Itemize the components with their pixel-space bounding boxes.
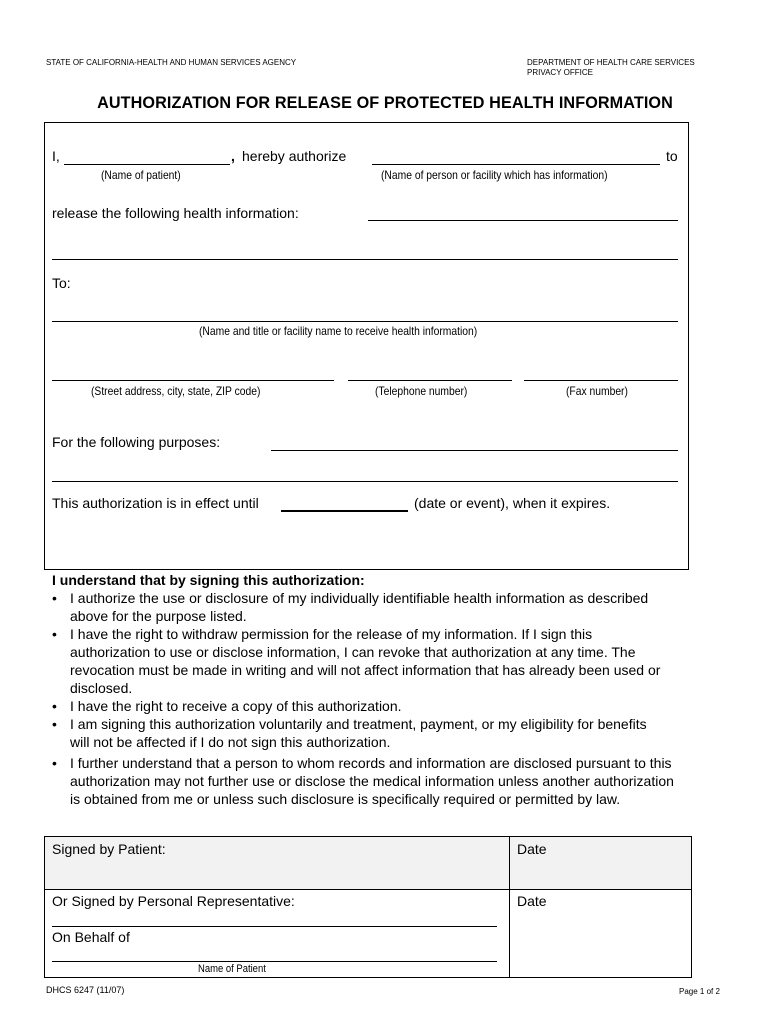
purposes-field[interactable] xyxy=(271,450,678,451)
list-item: • I authorize the use or disclosure of my individually identifiable health information as described above for the purpose listed. xyxy=(52,590,649,624)
comma: , xyxy=(231,148,235,164)
date-label-2: Date xyxy=(517,893,547,909)
office-header: PRIVACY OFFICE xyxy=(527,68,593,77)
list-item: • I have the right to receive a copy of this authorization. xyxy=(52,698,402,714)
rep-signature-field[interactable] xyxy=(52,926,497,927)
purposes-field-2[interactable] xyxy=(52,481,678,482)
on-behalf-of-label: On Behalf of xyxy=(52,929,130,945)
release-info-field-2[interactable] xyxy=(52,259,678,260)
name-of-patient-caption: Name of Patient xyxy=(198,963,266,975)
signature-table xyxy=(44,836,692,978)
fax-field[interactable] xyxy=(524,380,678,381)
form-number: DHCS 6247 (11/07) xyxy=(46,985,125,995)
list-item: • I am signing this authorization voluntarily and treatment, payment, or my eligibility for benefits will not be affected if I do not sign this authorization. xyxy=(52,716,647,750)
bullet-icon: • xyxy=(52,755,57,771)
bullet-icon: • xyxy=(52,626,57,642)
facility-caption: (Name of person or facility which has information) xyxy=(381,168,608,182)
on-behalf-of-field[interactable] xyxy=(52,961,497,962)
page-number: Page 1 of 2 xyxy=(679,987,720,996)
recipient-name-field[interactable] xyxy=(52,321,678,322)
signed-by-patient-label: Signed by Patient: xyxy=(52,841,166,857)
list-item: • I have the right to withdraw permission for the release of my information. If I sign this authorization to use or disclose information, I can revoke that authorization at any time. The revocation must be made in writing and will not affect information that has already been used or disclosed. xyxy=(52,626,661,696)
to-label: to xyxy=(666,148,678,164)
to-section-label: To: xyxy=(52,275,71,291)
bullet-icon: • xyxy=(52,590,57,606)
i-label: I, xyxy=(52,148,60,164)
list-item: • I further understand that a person to whom records and information are disclosed pursuant to this authorization may not further use or disclose the medical information unless another authorization is obtained from me or unless such disclosure is specifically required or permitted by law. xyxy=(52,755,674,807)
department-header: DEPARTMENT OF HEALTH CARE SERVICES xyxy=(527,58,695,67)
purposes-label: For the following purposes: xyxy=(52,434,221,450)
address-caption: (Street address, city, state, ZIP code) xyxy=(91,384,261,398)
understand-list xyxy=(48,589,684,808)
fax-caption: (Fax number) xyxy=(566,384,628,398)
page-title: AUTHORIZATION FOR RELEASE OF PROTECTED HEALTH INFORMATION xyxy=(97,94,673,112)
phone-field[interactable] xyxy=(348,380,512,381)
facility-name-field[interactable] xyxy=(372,164,660,165)
effect-suffix: (date or event), when it expires. xyxy=(414,495,611,511)
signed-by-rep-label: Or Signed by Personal Representative: xyxy=(52,893,295,909)
understand-heading: I understand that by signing this authorization: xyxy=(52,572,365,588)
effect-prefix: This authorization is in effect until xyxy=(52,495,259,511)
release-label: release the following health information: xyxy=(52,205,299,221)
phone-caption: (Telephone number) xyxy=(375,384,468,398)
patient-caption: (Name of patient) xyxy=(101,168,181,182)
table-divider xyxy=(509,837,510,977)
recipient-caption: (Name and title or facility name to receive health information) xyxy=(199,324,478,338)
date-label-1: Date xyxy=(517,841,547,857)
bullet-icon: • xyxy=(52,716,57,732)
agency-header: STATE OF CALIFORNIA-HEALTH AND HUMAN SERVICES AGENCY xyxy=(46,58,297,67)
expiration-field[interactable] xyxy=(281,510,408,512)
bullet-icon: • xyxy=(52,698,57,714)
hereby-authorize-label: hereby authorize xyxy=(242,148,347,164)
release-info-field[interactable] xyxy=(368,220,678,221)
address-field[interactable] xyxy=(52,380,334,381)
patient-name-field[interactable] xyxy=(64,164,230,165)
